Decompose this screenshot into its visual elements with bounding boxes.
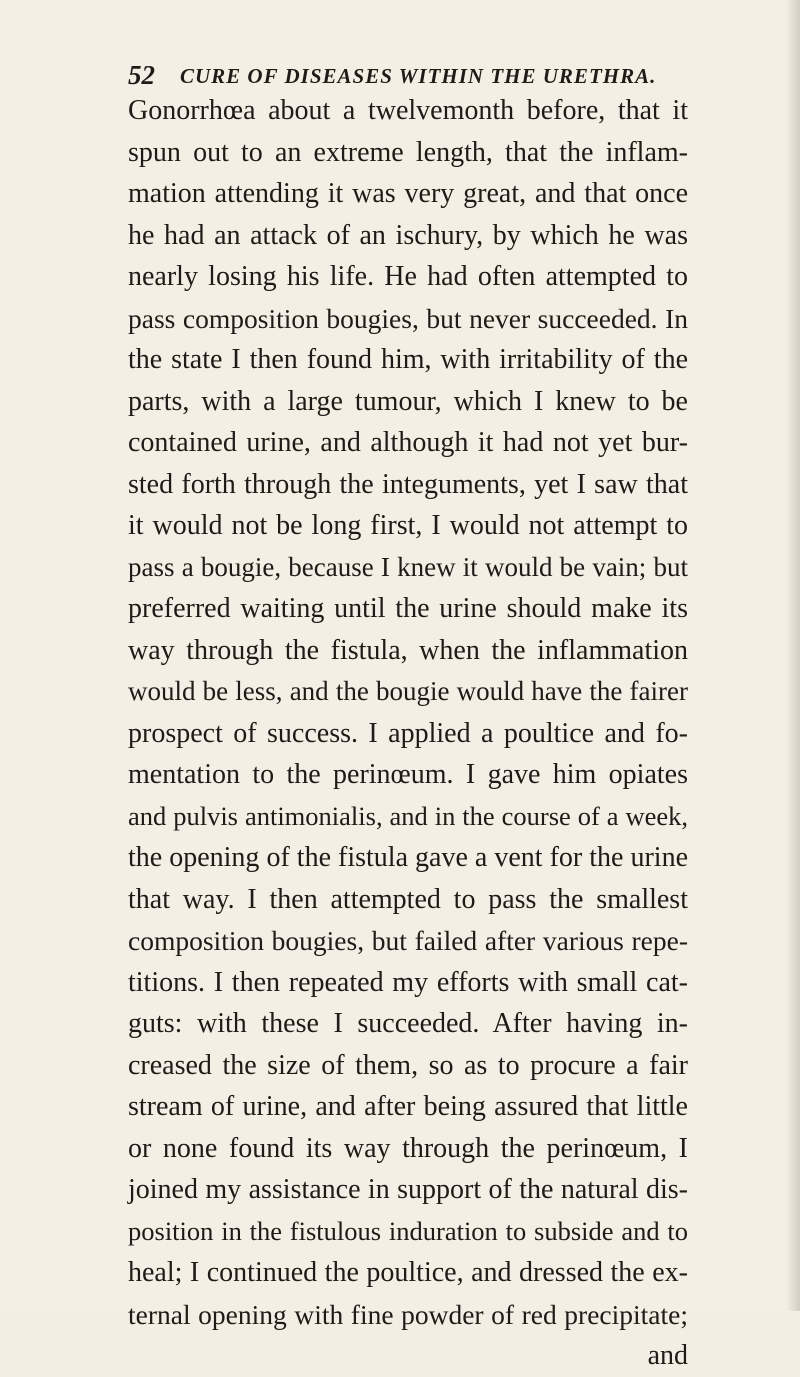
text-line: titions. I then repeated my efforts with small cat- [128,966,688,998]
text-line: the state I then found him, with irritability of the [128,344,688,375]
text-line: Gonorrhœa about a twelvemonth before, that it [128,95,688,126]
text-line: ternal opening with fine powder of red precipitate; [128,1298,688,1330]
text-line: sted forth through the integuments, yet I saw that [128,468,688,500]
text-line: guts: with these I succeeded. After having in- [128,1008,688,1039]
running-head: CURE OF DISEASES WITHIN THE URETHRA. [180,64,657,88]
page-number: 52 [128,60,155,90]
text-line: heal; I continued the poultice, and dressed the ex- [128,1257,688,1288]
text-line: nearly losing his life. He had often attempted to [128,261,688,292]
text-line: or none found its way through the perinœum, I [128,1132,688,1164]
text-line: pass composition bougies, but never succeeded. In [128,302,688,334]
text-line: and pulvis antimonialis, and in the course of a week, [128,800,688,831]
text-line: would be less, and the bougie would have the fairer [128,676,688,706]
text-line: spun out to an extreme length, that the inflam- [128,136,688,168]
text-line: pass a bougie, because I knew it would be vain; but [128,551,688,582]
text-line: position in the fistulous induration to subside and to [128,1215,688,1246]
catchword: and [647,1340,688,1371]
text-line: that way. I then attempted to pass the smallest [128,883,688,915]
text-line: creased the size of them, so as to procure a fair [128,1049,688,1081]
text-line: he had an attack of an ischury, by which he was [128,219,688,251]
body-text [128,90,688,1377]
text-line: prospect of success. I applied a poultice and fo- [128,717,688,749]
text-line: mation attending it was very great, and that once [128,178,688,209]
text-line: preferred waiting until the urine should make its [128,593,688,624]
text-line: way through the fistula, when the inflammation [128,634,688,666]
text-line: mentation to the perinœum. I gave him opiates [128,759,688,790]
page-edge-shadow [786,0,800,1311]
text-line: stream of urine, and after being assured that little [128,1091,688,1122]
text-line: it would not be long first, I would not attempt to [128,510,688,541]
text-line: joined my assistance in support of the natural dis- [128,1174,688,1205]
text-line: parts, with a large tumour, which I knew to be [128,385,688,417]
text-line: the opening of the fistula gave a vent for the urine [128,842,688,873]
text-line: contained urine, and although it had not yet bur- [128,427,688,458]
text-line: composition bougies, but failed after various repe- [128,925,688,956]
